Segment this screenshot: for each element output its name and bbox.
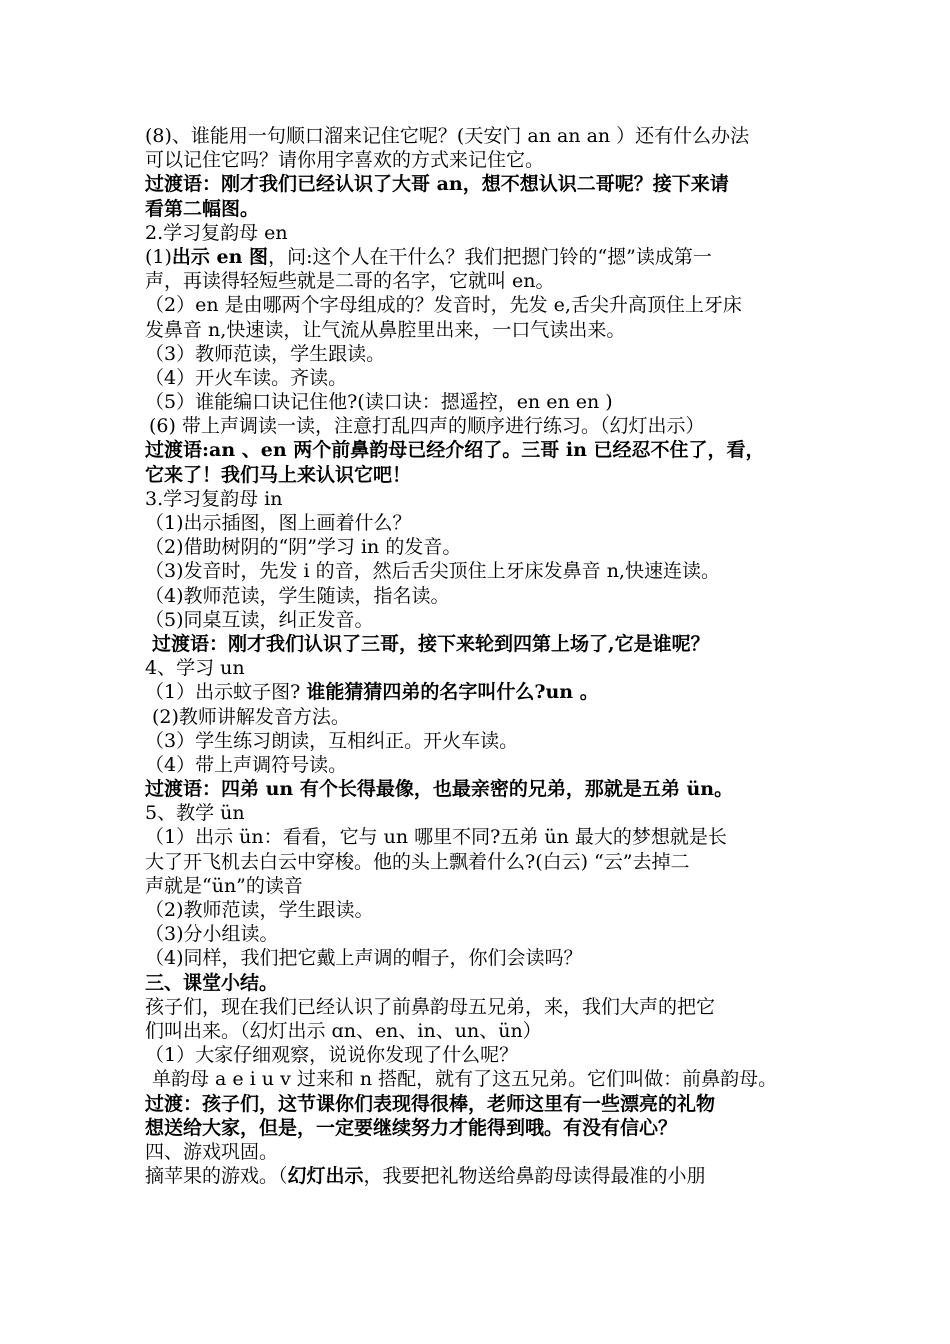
- section-heading: 5、教学 ün: [145, 802, 245, 825]
- text-line: (6) 带上声调读一读，注意打乱四声的顺序进行练习。（幻灯出示）: [149, 415, 705, 438]
- transition-heading: 想送给大家，但是，一定要继续努力才能得到哦。有没有信心？: [145, 1116, 678, 1139]
- document-page: [145, 124, 825, 1188]
- text-line: 声就是“ün”的读音: [145, 874, 303, 897]
- transition-heading: 过渡语：刚才我们认识了三哥，接下来轮到四第上场了,它是谁呢？: [152, 632, 710, 655]
- section-heading: 3.学习复韵母 in: [145, 487, 283, 510]
- section-heading: 4、学习 un: [145, 657, 245, 680]
- text-line: 可以记住它吗？请你用字喜欢的方式来记住它。: [145, 149, 545, 172]
- text-line: 单韵母 a e i u v 过来和 n 搭配，就有了这五兄弟。它们叫做：前鼻韵母。: [152, 1068, 778, 1091]
- bold-fragment: 谁能猜猜四弟的名字叫什么?un 。: [306, 681, 599, 704]
- text-line: 发鼻音 n,快速读，让气流从鼻腔里出来，一口气读出来。: [145, 318, 626, 341]
- text-line: （5)同桌互读，纠正发音。: [145, 608, 374, 631]
- text-line: （4）开火车读。齐读。: [145, 366, 348, 389]
- section-heading: 三、课堂小结。: [145, 971, 279, 994]
- transition-heading: 过渡语:an 、en 两个前鼻韵母已经介绍了。三哥 in 已经忍不住了，看，: [145, 439, 765, 462]
- text-line: 孩子们，现在我们已经认识了前鼻韵母五兄弟，来，我们大声的把它: [145, 995, 716, 1018]
- bold-fragment: 出示 en 图: [171, 245, 269, 268]
- text-line: [145, 680, 825, 704]
- text-line: （4)教师范读，学生随读，指名读。: [145, 584, 450, 607]
- text-line: 大了开飞机去白云中穿梭。他的头上飘着什么?(白云) “云”去掉二: [145, 850, 690, 873]
- text-fragment: ，我要把礼物送给鼻韵母读得最准的小朋: [363, 1165, 706, 1188]
- text-fragment: （1）出示蚊子图?: [145, 681, 307, 704]
- bold-fragment: 幻灯出示: [287, 1165, 364, 1188]
- text-fragment: ，问:这个人在干什么？我们把摁门铃的“摁”读成第一: [268, 245, 712, 268]
- transition-heading: 过渡语：刚才我们已经认识了大哥 an，想不想认识二哥呢？接下来请: [145, 173, 729, 196]
- text-line: （4）带上声调符号读。: [145, 753, 348, 776]
- text-line: 们叫出来。（幻灯出示 ɑn、en、in、un、ün）: [145, 1019, 542, 1042]
- text-line: （2)借助树阴的“阴”学习 in 的发音。: [145, 536, 462, 559]
- text-line: （1）大家仔细观察，说说你发现了什么呢？: [145, 1044, 519, 1067]
- text-line: （1）出示 ün：看看，它与 un 哪里不同?五弟 ün 最大的梦想就是长: [145, 826, 727, 849]
- text-line: [145, 1164, 825, 1188]
- text-line: （3）学生练习朗读，互相纠正。开火车读。: [145, 729, 519, 752]
- text-fragment: 摘苹果的游戏。（: [145, 1165, 288, 1188]
- text-line: （4)同样，我们把它戴上声调的帽子，你们会读吗？: [145, 947, 583, 970]
- text-line: (8)、谁能用一句顺口溜来记住它呢？(天安门 an an an ）还有什么办法: [145, 125, 750, 147]
- section-heading: 四、游戏巩固。: [145, 1140, 279, 1163]
- text-line: （2)教师范读，学生跟读。: [145, 899, 374, 921]
- text-line: （3)分小组读。: [145, 923, 279, 946]
- transition-heading: 过渡：孩子们，这节课你们表现得很棒，老师这里有一些漂亮的礼物: [145, 1092, 716, 1115]
- transition-heading: 过渡语：四弟 un 有个长得最像，也最亲密的兄弟，那就是五弟 ün。: [145, 778, 734, 801]
- transition-heading: 它来了！我们马上来认识它吧！: [145, 463, 412, 486]
- text-fragment: (1): [145, 245, 172, 268]
- text-line: （3)发音时，先发 i 的音，然后舌尖顶住上牙床发鼻音 n,快速连读。: [145, 560, 720, 583]
- text-line: [145, 245, 825, 269]
- section-heading: 2.学习复韵母 en: [145, 221, 288, 244]
- text-line: （5）谁能编口诀记住他?(读口诀：摁遥控，en en en ): [145, 391, 613, 414]
- text-line: 声，再读得轻短些就是二哥的名字，它就叫 en。: [145, 270, 555, 293]
- text-line: (2)教师讲解发音方法。: [152, 705, 350, 728]
- text-line: （3）教师范读，学生跟读。: [145, 342, 386, 365]
- text-line: （1)出示插图，图上画着什么？: [145, 512, 412, 534]
- transition-heading: 看第二幅图。: [145, 197, 260, 220]
- text-line: （2）en 是由哪两个字母组成的？发音时，先发 e,舌尖升高顶住上牙床: [145, 294, 742, 317]
